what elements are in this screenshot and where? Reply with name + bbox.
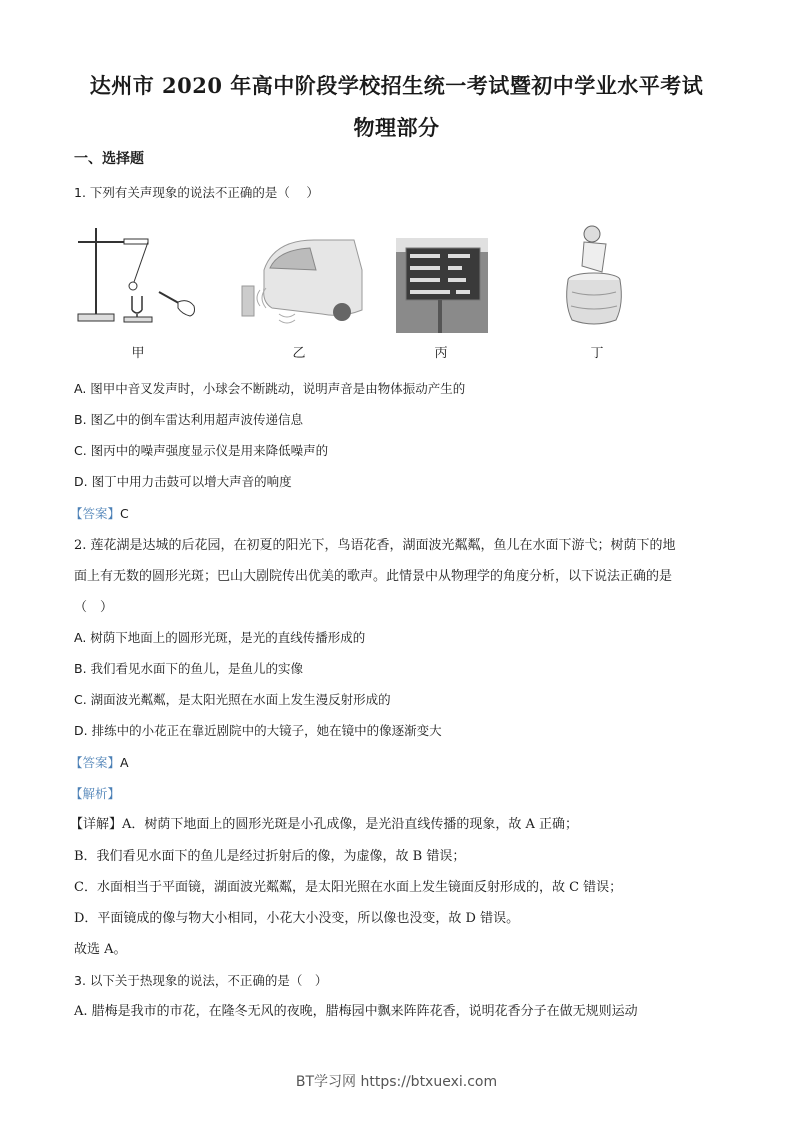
exam-title: 达州市 2020 年高中阶段学校招生统一考试暨初中学业水平考试 [89,73,704,98]
q2-stem-line-1: 2. 莲花湖是达城的后花园，在初夏的阳光下，鸟语花香，湖面波光粼粼，鱼儿在水面下游弋；树荫下的地 [74,538,676,553]
q1-option-d: D. 图丁中用力击鼓可以增大声音的响度 [74,474,292,489]
drum-figure [562,220,632,339]
q1-option-a: A. 图甲中音叉发声时，小球会不断跳动，说明声音是由物体振动产生的 [74,381,466,396]
q1-option-b: B. 图乙中的倒车雷达利用超声波传递信息 [74,412,304,427]
footer-watermark: BT学习网 https://btxuexi.com [295,1074,498,1090]
answer-value: C [120,506,129,521]
answer-tag: 【答案】 [70,755,121,770]
q2-answer [70,755,129,771]
answer-value: A [120,755,129,770]
q3-stem: 3. 以下关于热现象的说法，不正确的是（ ） [74,973,328,988]
exam-subtitle: 物理部分 [353,115,440,140]
q2-conclusion: 故选 A。 [74,942,127,957]
q2-option-a: A. 树荫下地面上的圆形光斑，是光的直线传播形成的 [74,630,366,645]
q2-option-b: B. 我们看见水面下的鱼儿，是鱼儿的实像 [74,661,304,676]
q2-stem-line-2: 面上有无数的圆形光斑；巴山大剧院传出优美的歌声。此情景中从物理学的角度分析，以下说法正确的是 [74,569,673,584]
q2-detail-d: D．平面镜成的像与物大小相同，小花大小没变，所以像也没变，故 D 错误。 [74,911,520,926]
q1-answer [70,506,129,522]
q1-figures [74,220,634,365]
car-reverse-radar-figure [234,230,364,334]
q1-stem: 1. 下列有关声现象的说法不正确的是（ ） [74,185,319,200]
section-heading: 一、选择题 [74,151,144,167]
figure-label-bing: 丙 [434,346,448,361]
q3-option-a: A. 腊梅是我市的市花，在隆冬无风的夜晚，腊梅园中飘来阵阵花香，说明花香分子在做无规则运动 [74,1004,638,1019]
q2-detail-b: B．我们看见水面下的鱼儿是经过折射后的像，为虚像，故 B 错误； [74,849,466,864]
q1-option-c: C. 图丙中的噪声强度显示仪是用来降低噪声的 [74,443,329,458]
q2-stem-line-3: （ ） [74,600,114,615]
answer-tag: 【答案】 [70,506,121,521]
figure-label-ding: 丁 [590,346,604,361]
q2-option-d: D. 排练中的小花正在靠近剧院中的大镜子，她在镜中的像逐渐变大 [74,723,442,738]
q2-detail-c: C．水面相当于平面镜，湖面波光粼粼，是太阳光照在水面上发生镜面反射形成的，故 C 错误； [74,880,623,895]
tuning-fork-pendulum-figure [74,220,204,339]
noise-display-board-figure [396,238,488,337]
q2-detail-a: 【详解】A．树荫下地面上的圆形光斑是小孔成像，是光沿直线传播的现象，故 A 正确； [70,817,579,832]
q2-analysis-tag: 【解析】 [70,786,121,801]
q2-option-c: C. 湖面波光粼粼，是太阳光照在水面上发生漫反射形成的 [74,692,391,707]
figure-label-yi: 乙 [292,346,306,361]
figure-label-jia: 甲 [131,346,145,361]
